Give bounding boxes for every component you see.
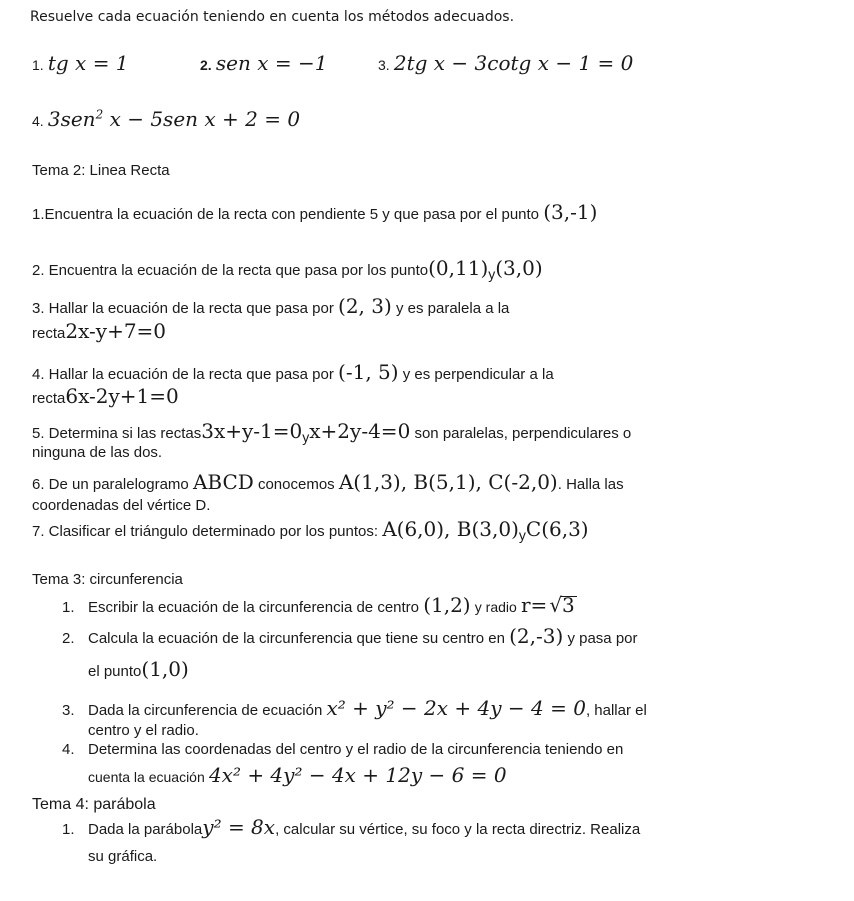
- tema3-item-4-line2: [88, 764, 507, 787]
- problem-text: conocemos: [257, 476, 335, 493]
- item-number: 3.: [378, 57, 390, 73]
- item-number: 1.: [62, 821, 75, 838]
- points: A(6,0), B(3,0): [382, 517, 519, 541]
- center-point: (2,-3): [509, 624, 564, 648]
- problem-text: 2. Encuentra la ecuación de la recta que pasa por los punto: [32, 262, 429, 279]
- point: (3,-1): [543, 200, 598, 224]
- problem-text: y es paralela a la: [395, 300, 510, 317]
- point: (3,0): [495, 256, 543, 280]
- radius-label: r=: [520, 593, 548, 617]
- tema3-item-1: [62, 594, 575, 617]
- problem-text: 3. Hallar la ecuación de la recta que pasa por: [32, 300, 334, 317]
- tema3-title: Tema 3: circunferencia: [32, 571, 183, 588]
- item-number: 4.: [62, 741, 75, 758]
- tema4-title: Tema 4: parábola: [32, 796, 156, 813]
- line-equation: x+2y-4=0: [309, 419, 411, 443]
- problem-text: el punto: [88, 663, 142, 680]
- item-number: 2.: [62, 630, 75, 647]
- line-equation: 6x-2y+1=0: [65, 384, 179, 408]
- tema2-problem-2: [32, 257, 543, 282]
- problem-text: Dada la circunferencia de ecuación: [88, 702, 323, 719]
- item-number: 1.: [32, 57, 44, 73]
- exponent: 2: [95, 107, 104, 122]
- problem-text: 7. Clasificar el triángulo determinado por los puntos:: [32, 523, 379, 540]
- problem-text: Calcula la ecuación de la circunferencia que tiene su centro en: [88, 630, 505, 647]
- item-number: 3.: [62, 702, 75, 719]
- tema3-item-2-line2: [88, 658, 189, 681]
- item-number: 2.: [200, 57, 212, 73]
- radius-value: √3: [549, 593, 575, 617]
- problem-text: Escribir la ecuación de la circunferencia de centro: [88, 599, 420, 616]
- eq-part: 3sen: [47, 107, 96, 131]
- trig-item-3: [378, 52, 633, 75]
- item-number: 4.: [32, 113, 44, 129]
- problem-text: recta: [32, 390, 66, 407]
- item-number: 1.: [62, 599, 75, 616]
- tema2-problem-7: [32, 518, 589, 543]
- tema2-problem-4-line2: [32, 385, 179, 408]
- tema2-problem-3: [32, 295, 509, 318]
- equation: [48, 107, 300, 131]
- trig-item-1: [32, 52, 129, 75]
- point: (-1, 5): [338, 360, 399, 384]
- center-point: (1,2): [423, 593, 471, 617]
- problem-text: y radio: [474, 599, 517, 615]
- point: (0,11): [428, 256, 489, 280]
- problem-text: cuenta la ecuación: [88, 769, 205, 785]
- equation: 2tg x − 3cotg x − 1 = 0: [393, 51, 634, 75]
- problem-text: , hallar el: [585, 702, 647, 719]
- instructions-heading: Resuelve cada ecuación teniendo en cuenta los métodos adecuados.: [30, 9, 515, 25]
- circle-equation: x² + y² − 2x + 4y − 4 = 0: [326, 696, 586, 720]
- problem-text: 5. Determina si las rectas: [32, 425, 202, 442]
- tema2-problem-5: [32, 420, 631, 445]
- problem-text: 4. Hallar la ecuación de la recta que pasa por: [32, 366, 334, 383]
- point: (1,0): [141, 657, 189, 681]
- tema4-item-1-line2: su gráfica.: [88, 848, 158, 865]
- problem-text: y pasa por: [567, 630, 638, 647]
- problem-text: Determina las coordenadas del centro y el radio de la circunferencia teniendo en: [88, 741, 624, 758]
- tema2-problem-5-line2: ninguna de las dos.: [32, 444, 163, 461]
- trig-item-4: [32, 108, 300, 131]
- tema3-item-4: [62, 741, 623, 758]
- point: C(6,3): [525, 517, 589, 541]
- line-equation: 2x-y+7=0: [65, 319, 167, 343]
- problem-text: son paralelas, perpendiculares o: [414, 425, 632, 442]
- equation: tg x = 1: [47, 51, 129, 75]
- tema2-problem-1: [32, 201, 597, 224]
- line-equation: 3x+y-1=0: [201, 419, 303, 443]
- tema2-problem-6-line2: coordenadas del vértice D.: [32, 497, 211, 514]
- eq-part: x − 5sen x + 2 = 0: [103, 107, 301, 131]
- tema3-item-2: [62, 625, 638, 648]
- tema4-item-1: [62, 816, 640, 839]
- problem-text: 1.Encuentra la ecuación de la recta con pendiente 5 y que pasa por el punto: [32, 206, 540, 223]
- tema2-problem-4: [32, 361, 554, 384]
- parabola-equation: y² = 8x: [202, 815, 276, 839]
- problem-text: y es perpendicular a la: [402, 366, 554, 383]
- tema2-title: Tema 2: Linea Recta: [32, 162, 170, 179]
- problem-text: recta: [32, 325, 66, 342]
- points: A(1,3), B(5,1), C(-2,0): [338, 470, 558, 494]
- problem-text: . Halla las: [557, 476, 624, 493]
- problem-text: Dada la parábola: [88, 821, 203, 838]
- conjunction: y: [488, 266, 496, 282]
- conjunction: y: [518, 527, 526, 543]
- figure-name: ABCD: [192, 470, 254, 494]
- tema2-problem-3-line2: [32, 320, 166, 343]
- trig-item-2: [200, 52, 327, 75]
- conjunction: y: [302, 429, 310, 445]
- tema3-item-3: [62, 697, 647, 720]
- point: (2, 3): [338, 294, 392, 318]
- equation: sen x = −1: [215, 51, 328, 75]
- problem-text: 6. De un paralelogramo: [32, 476, 189, 493]
- tema3-item-3-line2: centro y el radio.: [88, 722, 199, 739]
- problem-text: , calcular su vértice, su foco y la recta directriz. Realiza: [275, 821, 641, 838]
- tema2-problem-6: [32, 471, 624, 494]
- circle-equation: 4x² + 4y² − 4x + 12y − 6 = 0: [208, 763, 507, 787]
